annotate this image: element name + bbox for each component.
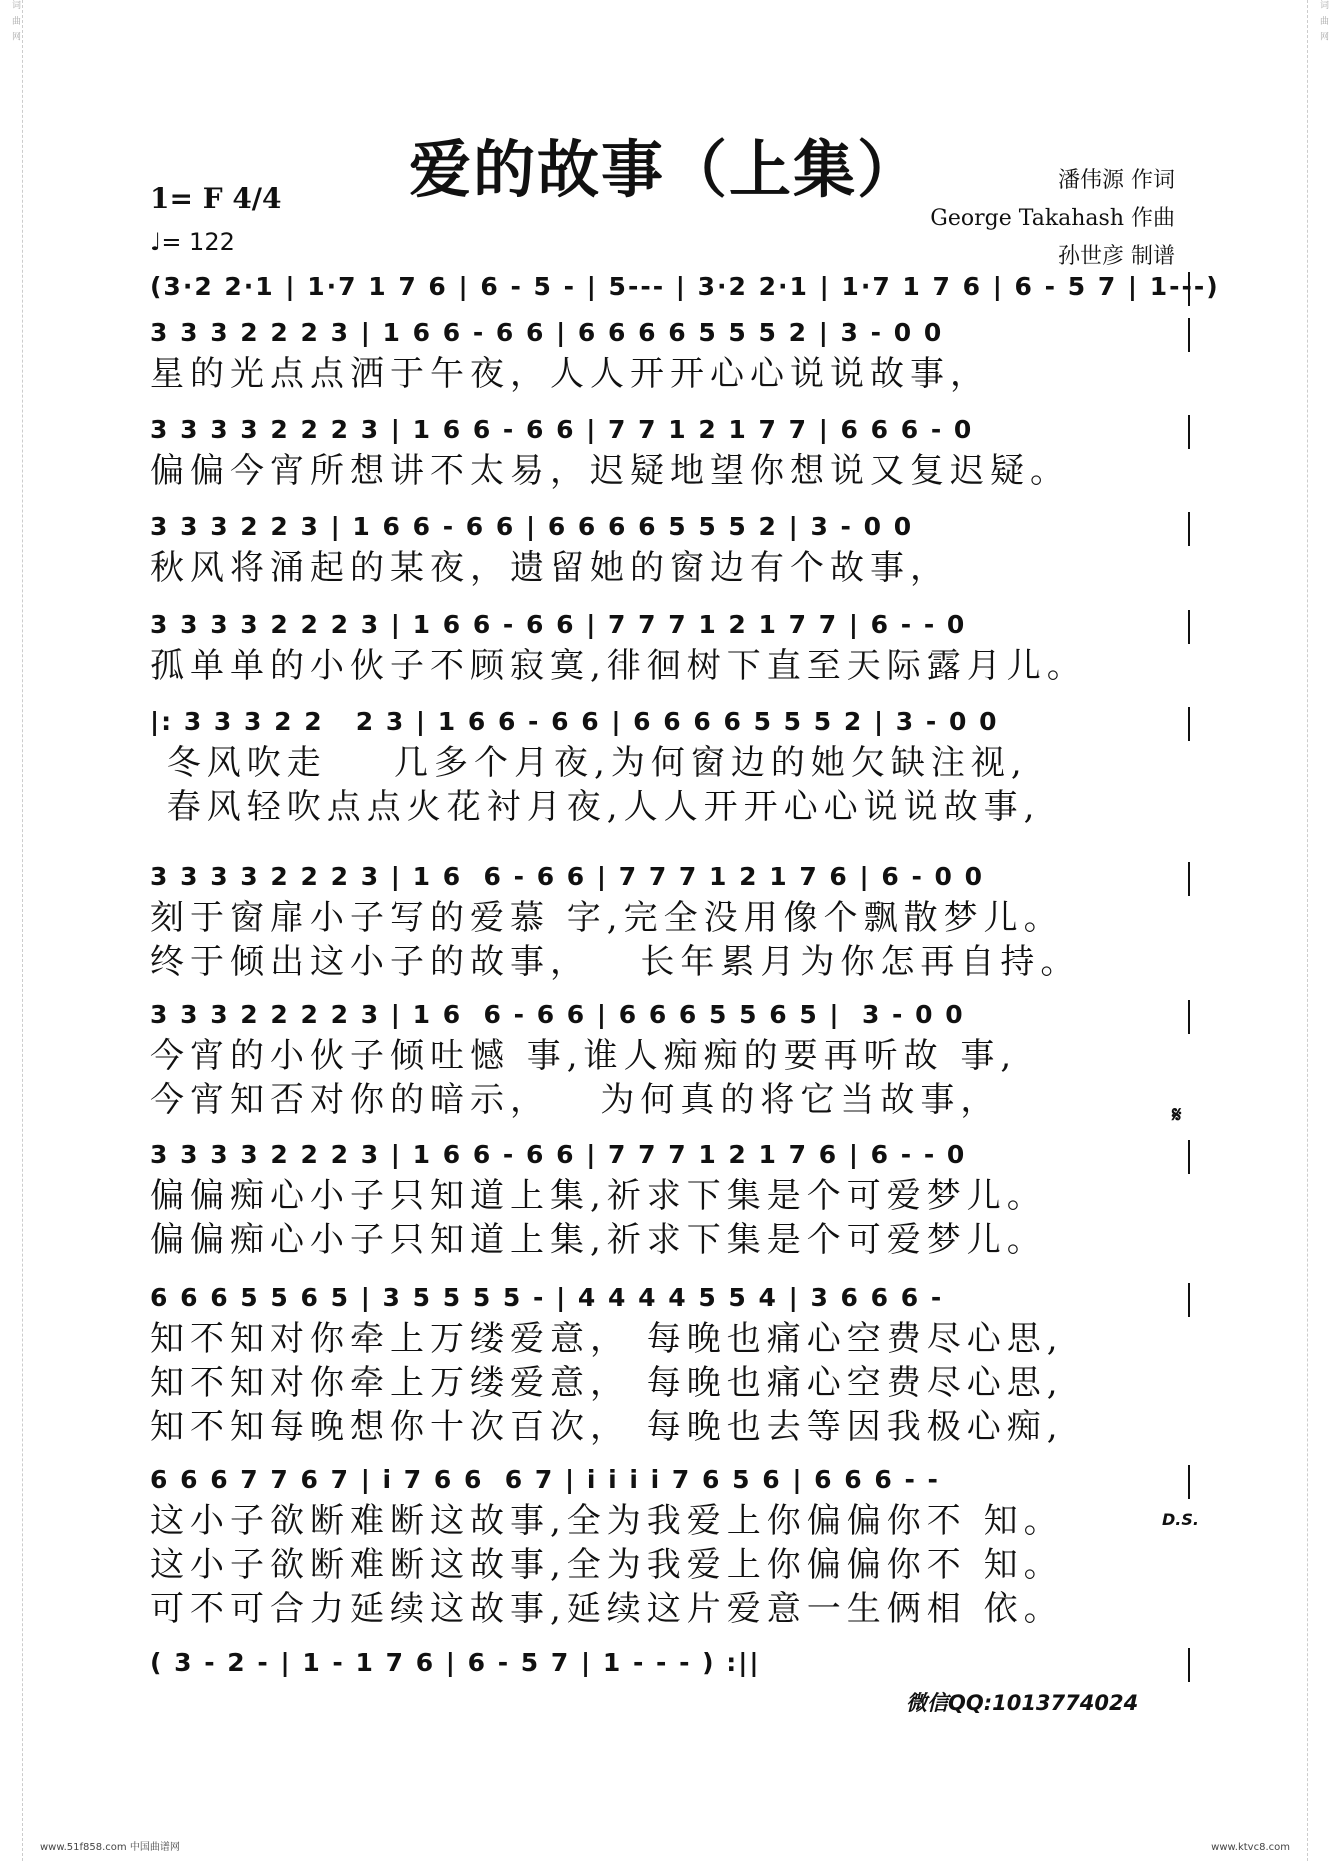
score-system <box>150 1465 1190 1631</box>
notation-line: 6 6 6 7 7 6 7 | i 7 6 6 6 7 | i i i i 7 6 5 6 | 6 6 6 - - <box>150 1465 1190 1499</box>
lyric-line: 今宵知否对你的暗示， 为何真的将它当故事， <box>150 1080 1001 1120</box>
notation-line: 3 3 3 3 2 2 2 3 | 1 6 6 - 6 6 | 7 7 7 1 2 1 7 7 | 6 - - 0 <box>150 610 1190 644</box>
song-title: 爱的故事（上集） <box>408 133 921 206</box>
score-system <box>150 415 1190 493</box>
lyric-line: 偏偏今宵所想讲不太易，迟疑地望你想说又复迟疑。 <box>150 451 1070 491</box>
key-signature: 1= F 4/4 <box>150 182 282 215</box>
composer-credit: George Takahash 作曲 <box>930 206 1175 231</box>
credits <box>930 162 1175 276</box>
lyric-line: 孤单单的小伙子不顾寂寞,徘徊树下直至天际露月儿。 <box>150 646 1087 686</box>
lyric-line: 冬风吹走 几多个月夜,为何窗边的她欠缺注视, <box>150 743 1028 783</box>
ds-marking: D.S. <box>1162 1510 1199 1529</box>
wechat-contact: 微信QQ:1013774024 <box>906 1691 1139 1715</box>
lyric-line: 偏偏痴心小子只知道上集,祈求下集是个可爱梦儿。 <box>150 1220 1047 1260</box>
notation-line: 3 3 3 2 2 2 3 | 1 6 6 - 6 6 | 6 6 6 6 5 5 5 2 | 3 - 0 0 <box>150 318 1190 352</box>
notation-line: |: 3 3 3 2 2 2 3 | 1 6 6 - 6 6 | 6 6 6 6 5 5 5 2 | 3 - 0 0 <box>150 707 1190 741</box>
lyricist-credit: 潘伟源 作词 <box>1058 168 1175 193</box>
score-system <box>150 1648 1190 1682</box>
lyric-line: 刻于窗扉小子写的爱慕 字,完全没用像个飘散梦儿。 <box>150 898 1064 938</box>
notation-line: 3 3 3 3 2 2 2 3 | 1 6 6 - 6 6 | 7 7 7 1 2 1 7 6 | 6 - 0 0 <box>150 862 1190 896</box>
notation-line: 3 3 3 3 2 2 2 3 | 1 6 6 - 6 6 | 7 7 7 1 2 1 7 6 | 6 - - 0 <box>150 1140 1190 1174</box>
lyric-line: 可不可合力延续这故事,延续这片爱意一生俩相 依。 <box>150 1589 1064 1629</box>
notation-line: 3 3 3 3 2 2 2 3 | 1 6 6 - 6 6 | 7 7 1 2 1 7 7 | 6 6 6 - 0 <box>150 415 1190 449</box>
segno-sign: 𝄋 <box>1172 1103 1182 1128</box>
score-system <box>150 272 1220 306</box>
score-system <box>150 1140 1190 1262</box>
score-system <box>150 707 1190 829</box>
lyric-line: 知不知对你牵上万缕爱意， 每晚也痛心空费尽心思, <box>150 1363 1064 1403</box>
score-system <box>150 1000 1190 1122</box>
lyric-line: 偏偏痴心小子只知道上集,祈求下集是个可爱梦儿。 <box>150 1176 1047 1216</box>
score-system <box>150 862 1190 984</box>
lyric-line: 这小子欲断难断这故事,全为我爱上你偏偏你不 知。 <box>150 1545 1064 1585</box>
notation-line: 3 3 3 2 2 2 2 3 | 1 6 6 - 6 6 | 6 6 6 5 5 6 5 | 3 - 0 0 <box>150 1000 1190 1034</box>
lyric-line: 秋风将涌起的某夜，遗留她的窗边有个故事， <box>150 548 950 588</box>
footer-left: www.51f858.com 中国曲谱网 <box>40 1842 180 1853</box>
score-system <box>150 1283 1190 1449</box>
notation-line: ( 3 - 2 - | 1 - 1 7 6 | 6 - 5 7 | 1 - - - ) :|| <box>150 1648 1190 1682</box>
tempo-marking: ♩= 122 <box>150 228 235 256</box>
lyric-line: 星的光点点洒于午夜，人人开开心心说说故事， <box>150 354 990 394</box>
arranger-credit: 孙世彦 制谱 <box>1058 244 1175 269</box>
lyric-line: 知不知每晚想你十次百次， 每晚也去等因我极心痴, <box>150 1407 1064 1447</box>
left-watermark: 词 曲 网 <box>0 0 23 1861</box>
lyric-line: 知不知对你牵上万缕爱意， 每晚也痛心空费尽心思, <box>150 1319 1064 1359</box>
score-system <box>150 318 1190 396</box>
notation-line: 3 3 3 2 2 3 | 1 6 6 - 6 6 | 6 6 6 6 5 5 5 2 | 3 - 0 0 <box>150 512 1190 546</box>
notation-line: (3·2 2·1 | 1·7 1 7 6 | 6 - 5 - | 5--- | 3·2 2·1 | 1·7 1 7 6 | 6 - 5 7 | 1---) <box>150 272 1190 306</box>
notation-line: 6 6 6 5 5 6 5 | 3 5 5 5 5 - | 4 4 4 4 5 5 4 | 3 6 6 6 - <box>150 1283 1190 1317</box>
score-system <box>150 512 1190 590</box>
lyric-line: 今宵的小伙子倾吐憾 事,谁人痴痴的要再听故 事, <box>150 1036 1018 1076</box>
lyric-line: 终于倾出这小子的故事， 长年累月为你怎再自持。 <box>150 942 1081 982</box>
lyric-line: 这小子欲断难断这故事,全为我爱上你偏偏你不 知。 <box>150 1501 1064 1541</box>
lyric-line: 春风轻吹点点火花衬月夜,人人开开心心说说故事, <box>150 787 1041 827</box>
score-system <box>150 610 1190 688</box>
footer-right: www.ktvc8.com <box>1211 1842 1290 1853</box>
right-watermark: 词 曲 网 <box>1307 0 1330 1861</box>
